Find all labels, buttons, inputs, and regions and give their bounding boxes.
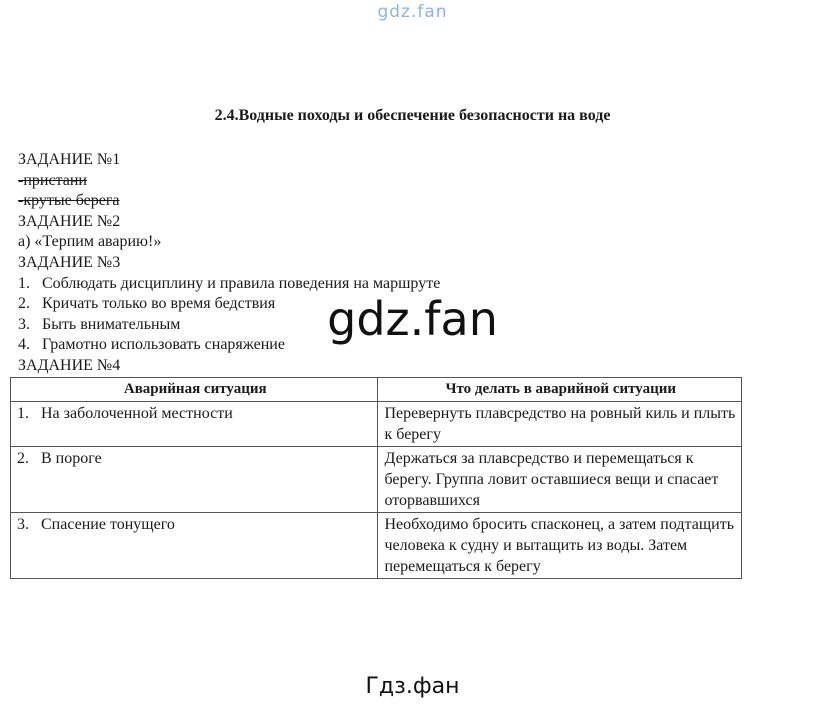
situation-text: На заболоченной местности [41, 405, 233, 422]
list-item-number: 1. [18, 274, 30, 292]
situation-cell [11, 402, 378, 447]
list-item-number: 4. [18, 336, 30, 354]
table-row [11, 402, 742, 447]
list-item-number: 3. [18, 315, 30, 333]
action-cell: Держаться за плавсредство и перемещаться к берегу. Группа ловит оставшиеся вещи и спасает оторвавшихся [378, 447, 742, 513]
bottom-watermark: Гдз.фан [365, 674, 460, 699]
row-number: 2. [17, 450, 29, 467]
list-item-text: Быть внимательным [42, 315, 181, 333]
list-item-number: 2. [18, 295, 30, 313]
table-header-row [11, 378, 742, 402]
column-header-action: Что делать в аварийной ситуации [378, 378, 742, 402]
page-title: 2.4.Водные походы и обеспечение безопасности на воде [214, 107, 611, 124]
document-body [18, 150, 808, 377]
list-item [18, 274, 808, 295]
list-item-text: Соблюдать дисциплину и правила поведения на маршруте [42, 274, 441, 292]
top-watermark: gdz.fan [377, 2, 448, 22]
list-item-text: Кричать только во время бедствия [42, 295, 276, 313]
row-number: 1. [17, 405, 29, 422]
situation-text: Спасение тонущего [41, 516, 175, 533]
task3-list [18, 274, 808, 356]
task1-heading: ЗАДАНИЕ №1 [18, 151, 121, 168]
emergency-table [10, 377, 742, 579]
center-watermark: gdz.fan [327, 292, 498, 346]
list-item [18, 315, 808, 336]
column-header-situation: Аварийная ситуация [11, 378, 378, 402]
task1-item: -крутые берега [18, 192, 120, 210]
action-cell: Необходимо бросить спасконец, а затем подтащить человека к судну и вытащить из воды. Затем перемещаться к берегу [378, 513, 742, 579]
task3-heading: ЗАДАНИЕ №3 [18, 253, 121, 271]
row-number: 3. [17, 516, 29, 533]
table-row [11, 513, 742, 579]
task2-heading: ЗАДАНИЕ №2 [18, 212, 121, 230]
situation-text: В пороге [41, 450, 102, 467]
task4-heading: ЗАДАНИЕ №4 [18, 356, 121, 374]
action-cell: Перевернуть плавсредство на ровный киль и плыть к берегу [378, 402, 742, 447]
task1-item: -пристани [18, 171, 87, 189]
situation-cell [11, 513, 378, 579]
list-item [18, 294, 808, 315]
table-row [11, 447, 742, 513]
situation-cell [11, 447, 378, 513]
list-item [18, 335, 808, 356]
list-item-text: Грамотно использовать снаряжение [42, 336, 285, 354]
task2-answer: а) «Терпим аварию!» [18, 233, 162, 251]
